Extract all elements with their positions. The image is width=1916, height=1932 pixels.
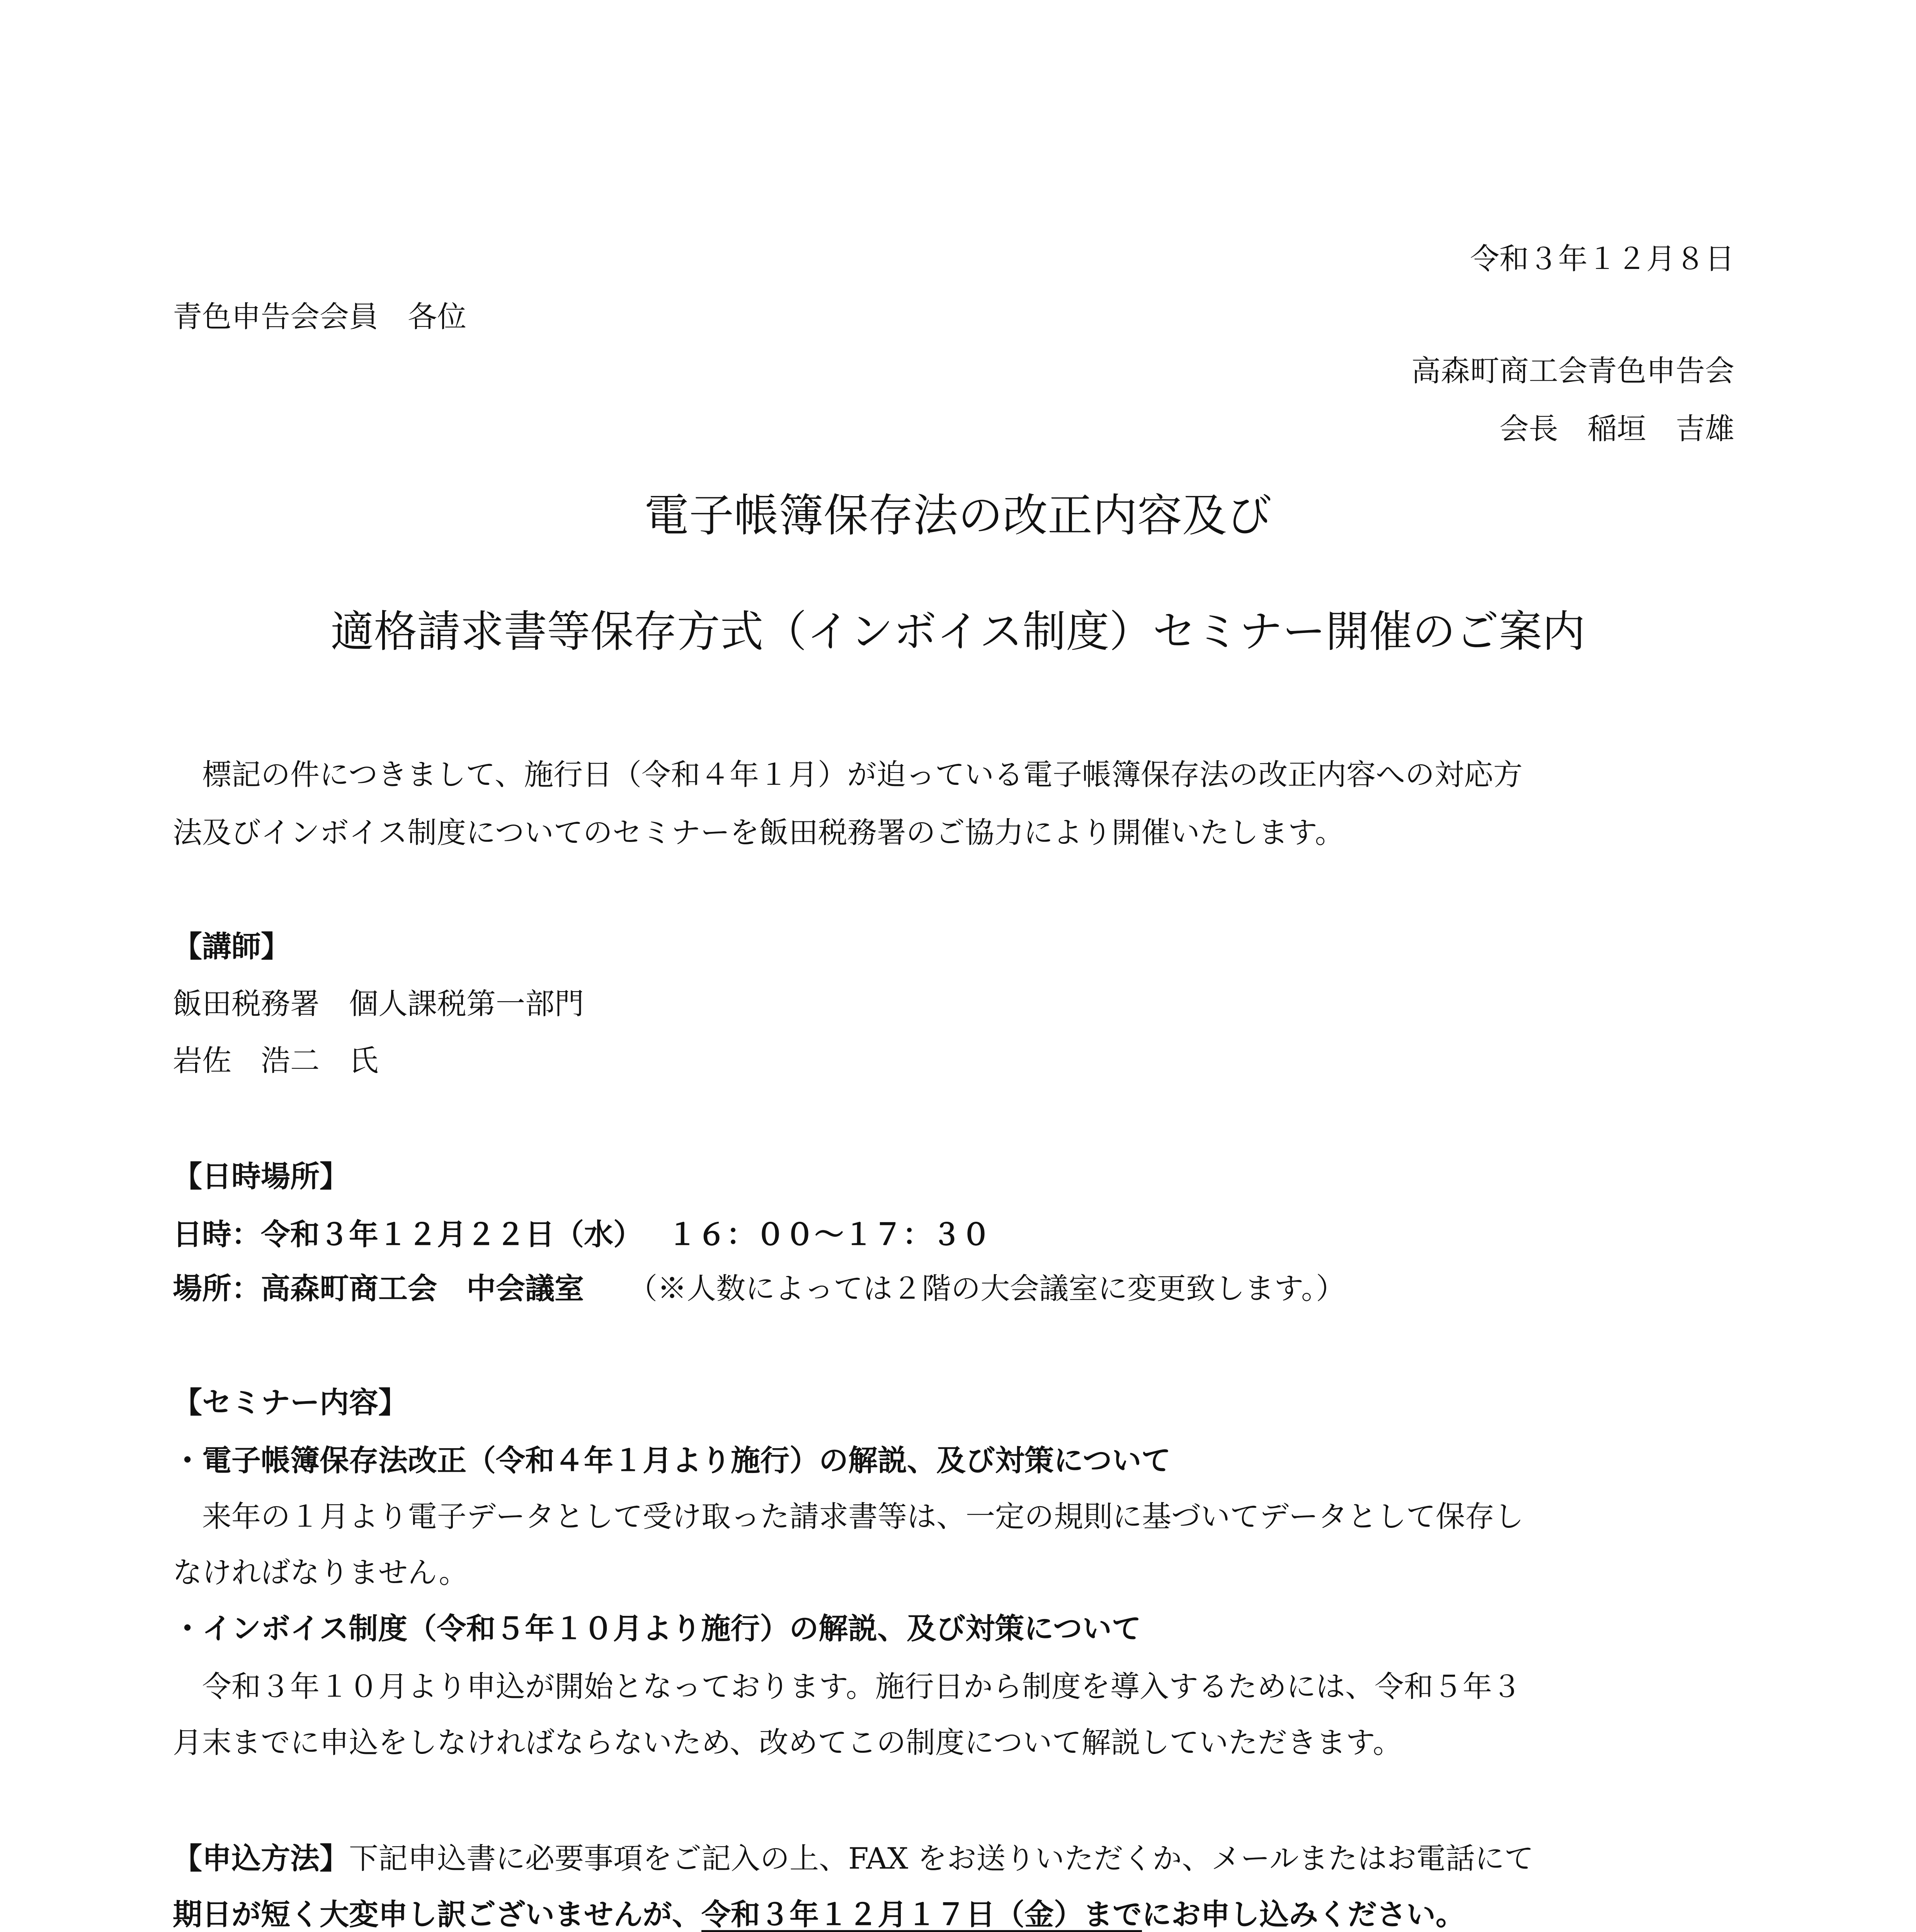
application-heading: 【申込方法】: [173, 1841, 349, 1876]
issue-date: 令和３年１２月８日: [1470, 242, 1734, 276]
lecturer-heading: 【講師】: [173, 929, 290, 964]
application-instructions: 下記申込書に必要事項をご記入の上、FAX をお送りいただくか、メールまたはお電話にて: [349, 1841, 1534, 1876]
addressee: 青色申告会会員 各位: [173, 299, 466, 334]
application-request: にお申し込みください。: [1142, 1897, 1465, 1932]
content-item-2-title: ・インボイス制度（令和５年１０月より施行）の解説、及び対策について: [173, 1611, 1141, 1646]
schedule-datetime: 日時：令和３年１２月２２日（水） １６：００～１７：３０: [173, 1217, 991, 1252]
content-item-1-line-2: なければなりません。: [173, 1555, 468, 1590]
content-item-1-title: ・電子帳簿保存法改正（令和４年１月より施行）の解説、及び対策について: [173, 1443, 1171, 1478]
title-line-1: 電子帳簿保存法の改正内容及び: [644, 490, 1272, 542]
application-deadline: 令和３年１２月１７日（金）まで: [701, 1897, 1142, 1932]
application-line-1: [173, 1839, 1534, 1878]
sender-name: 会長 稲垣 吉雄: [1499, 412, 1734, 446]
application-line-2: [173, 1895, 1465, 1932]
application-apology: 期日が短く大変申し訳ございませんが、: [173, 1897, 701, 1932]
schedule-place-note: （※人数によっては２階の大会議室に変更致します。）: [628, 1271, 1346, 1306]
content-heading: 【セミナー内容】: [173, 1385, 408, 1420]
lecturer-office: 飯田税務署 個人課税第一部門: [173, 986, 584, 1021]
lecturer-name: 岩佐 浩二 氏: [173, 1043, 378, 1078]
schedule-heading: 【日時場所】: [173, 1159, 349, 1194]
content-item-2-line-2: 月末までに申込をしなければならないため、改めてこの制度について解説していただきます。: [173, 1725, 1402, 1760]
schedule-place-line: [173, 1269, 1345, 1308]
intro-line-1: 標記の件につきまして、施行日（令和４年１月）が迫っている電子帳簿保存法の改正内容への対応方: [173, 757, 1523, 792]
intro-line-2: 法及びインボイス制度についてのセミナーを飯田税務署のご協力により開催いたします。: [173, 815, 1344, 850]
schedule-place: 場所：高森町商工会 中会議室: [173, 1271, 584, 1306]
content-item-1-line-1: 来年の１月より電子データとして受け取った請求書等は、一定の規則に基づいてデータとして保存し: [173, 1499, 1524, 1534]
title-line-2: 適格請求書等保存方式（インボイス制度）セミナー開催のご案内: [330, 607, 1586, 657]
sender-org: 高森町商工会青色申告会: [1411, 354, 1734, 388]
content-item-2-line-1: 令和３年１０月より申込が開始となっております。施行日から制度を導入するためには、令和５年３: [173, 1669, 1521, 1704]
